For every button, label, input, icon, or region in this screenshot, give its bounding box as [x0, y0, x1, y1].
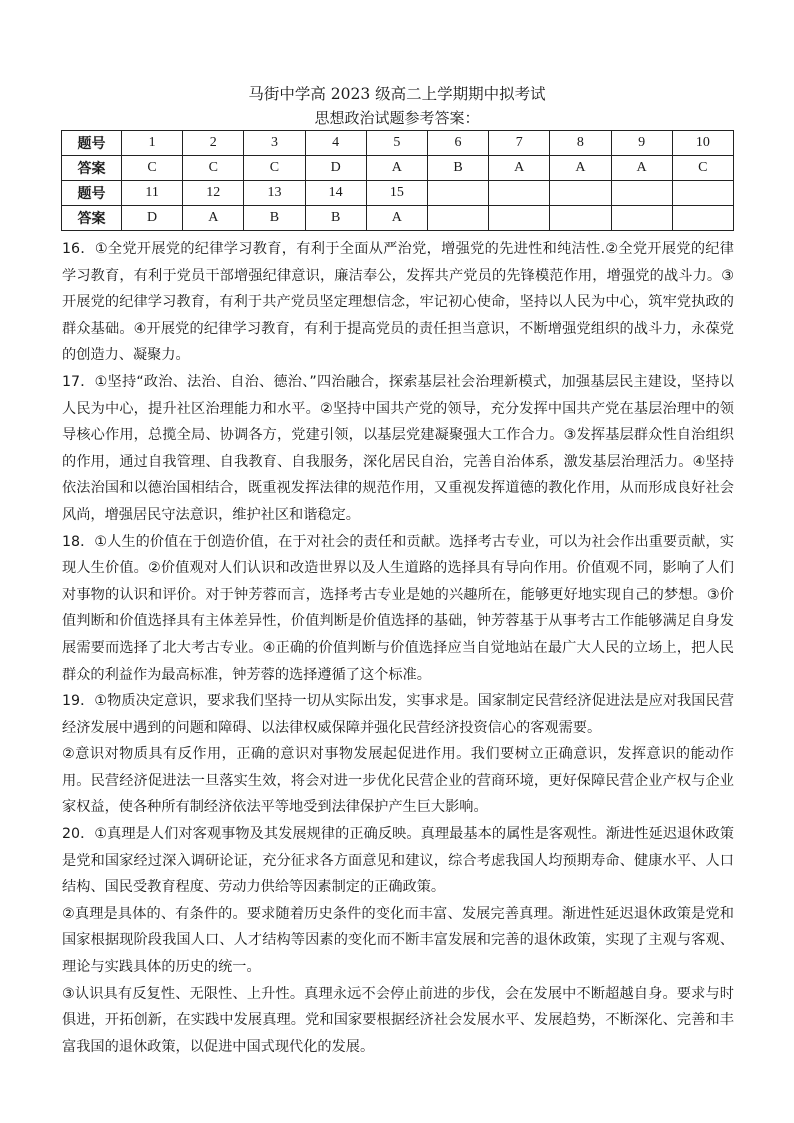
table-cell: A	[611, 156, 672, 181]
table-cell: 3	[244, 131, 305, 156]
table-cell: 4	[305, 131, 366, 156]
table-cell: 14	[305, 181, 366, 206]
table-cell	[427, 181, 488, 206]
table-cell: B	[244, 206, 305, 231]
table-cell: 12	[183, 181, 244, 206]
answer-paragraph-20-part1: 20．①真理是人们对客观事物及其发展规律的正确反映。真理最基本的属性是客观性。渐进性延迟退休政策是党和国家经过深入调研论证，充分征求各方面意见和建议，综合考虑我国人均预期寿命、健康水平、人口结构、国民受教育程度、劳动力供给等因素制定的正确政策。	[62, 826, 734, 896]
table-cell: 7	[489, 131, 550, 156]
table-cell: 9	[611, 131, 672, 156]
table-cell	[489, 181, 550, 206]
table-row-numbers-1	[62, 131, 734, 156]
table-cell: 5	[366, 131, 427, 156]
table-cell: 11	[122, 181, 183, 206]
table-cell	[550, 206, 611, 231]
answer-table	[61, 130, 734, 231]
table-row-numbers-2	[62, 181, 734, 206]
table-cell	[672, 206, 733, 231]
table-cell: B	[305, 206, 366, 231]
answer-body	[62, 236, 734, 1060]
answer-key-subtitle: 思想政治试题参考答案：	[314, 109, 480, 127]
answer-paragraph-19-part1: 19．①物质决定意识，要求我们坚持一切从实际出发，实事求是。国家制定民营经济促进法是应对我国民营经济发展中遇到的问题和障碍、以法律权威保障并强化民营经济投资信心的客观需要。	[62, 693, 734, 736]
table-cell: A	[366, 156, 427, 181]
table-cell: B	[427, 156, 488, 181]
row-label-number: 题号	[62, 181, 122, 206]
table-cell: D	[305, 156, 366, 181]
table-row-answers-1	[62, 156, 734, 181]
answer-paragraph-19-part2: ②意识对物质具有反作用，正确的意识对事物发展起促进作用。我们要树立正确意识，发挥意识的能动作用。民营经济促进法一旦落实生效，将会对进一步优化民营企业的营商环境，更好保障民营企业产权与企业家权益，使各种所有制经济依法平等地受到法律保护产生巨大影响。	[62, 746, 734, 816]
table-cell: 1	[122, 131, 183, 156]
row-label-answer: 答案	[62, 156, 122, 181]
table-cell: 2	[183, 131, 244, 156]
table-cell	[611, 181, 672, 206]
table-cell	[489, 206, 550, 231]
row-label-answer: 答案	[62, 206, 122, 231]
table-cell: A	[183, 206, 244, 231]
table-cell: D	[122, 206, 183, 231]
table-cell	[550, 181, 611, 206]
table-cell: 13	[244, 181, 305, 206]
table-cell	[672, 181, 733, 206]
table-cell: 15	[366, 181, 427, 206]
table-cell: C	[122, 156, 183, 181]
row-label-number: 题号	[62, 131, 122, 156]
table-cell: A	[366, 206, 427, 231]
table-cell	[611, 206, 672, 231]
table-cell: C	[244, 156, 305, 181]
answer-paragraph-17: 17．①坚持“政治、法治、自治、德治、”四治融合，探索基层社会治理新模式，加强基层民主建设，坚持以人民为中心，提升社区治理能力和水平。②坚持中国共产党的领导，充分发挥中国共产党在基层治理中的领导核心作用，总揽全局、协调各方，党建引领，以基层党建凝聚强大工作合力。③发挥基层群众性自治组织的作用，通过自我管理、自我教育、自我服务，深化居民自治，完善自治体系，激发基层治理活力。④坚持依法治国和以德治国相结合，既重视发挥法律的规范作用，又重视发挥道德的教化作用，从而形成良好社会风尚，增强居民守法意识，维护社区和谐稳定。	[62, 373, 734, 523]
table-cell: A	[489, 156, 550, 181]
table-cell	[427, 206, 488, 231]
table-cell: A	[550, 156, 611, 181]
table-row-answers-2	[62, 206, 734, 231]
exam-title: 马街中学高 2023 级高二上学期期中拟考试	[248, 85, 546, 103]
answer-paragraph-18: 18．①人生的价值在于创造价值，在于对社会的责任和贡献。选择考古专业，可以为社会作出重要贡献，实现人生价值。②价值观对人们认识和改造世界以及人生道路的选择具有导向作用。价值观不同，影响了人们对事物的认识和评价。对于钟芳蓉而言，选择考古专业是她的兴趣所在，能够更好地实现自己的梦想。③价值判断和价值选择具有主体差异性，价值判断是价值选择的基础，钟芳蓉基于从事考古工作能够满足自身发展需要而选择了北大考古专业。④正确的价值判断与价值选择应当自觉地站在最广大人民的立场上，把人民群众的利益作为最高标准，钟芳蓉的选择遵循了这个标准。	[62, 533, 734, 683]
table-cell: C	[672, 156, 733, 181]
table-cell: 8	[550, 131, 611, 156]
table-cell: 6	[427, 131, 488, 156]
answer-paragraph-20-part2: ②真理是具体的、有条件的。要求随着历史条件的变化而丰富、发展完善真理。渐进性延迟退休政策是党和国家根据现阶段我国人口、人才结构等因素的变化而不断丰富发展和完善的退休政策，实现了主观与客观、理论与实践具体的历史的统一。	[62, 905, 734, 976]
table-cell: 10	[672, 131, 733, 156]
table-cell: C	[183, 156, 244, 181]
answer-paragraph-20-part3: ③认识具有反复性、无限性、上升性。真理永远不会停止前进的步伐，会在发展中不断超越自身。要求与时俱进，开拓创新，在实践中发展真理。党和国家要根据经济社会发展水平、发展趋势，不断深化、完善和丰富我国的退休政策，以促进中国式现代化的发展。	[62, 985, 734, 1055]
answer-paragraph-16: 16．①全党开展党的纪律学习教育，有利于全面从严治党，增强党的先进性和纯洁性.②全党开展党的纪律学习教育，有利于党员干部增强纪律意识，廉洁奉公，发挥共产党员的先锋模范作用，增强党的战斗力。③开展党的纪律学习教育，有利于共产党员坚定理想信念，牢记初心使命，坚持以人民为中心，筑牢党执政的群众基础。④开展党的纪律学习教育，有利于提高党员的责任担当意识，不断增强党组织的战斗力，永葆党的创造力、凝聚力。	[62, 241, 734, 364]
